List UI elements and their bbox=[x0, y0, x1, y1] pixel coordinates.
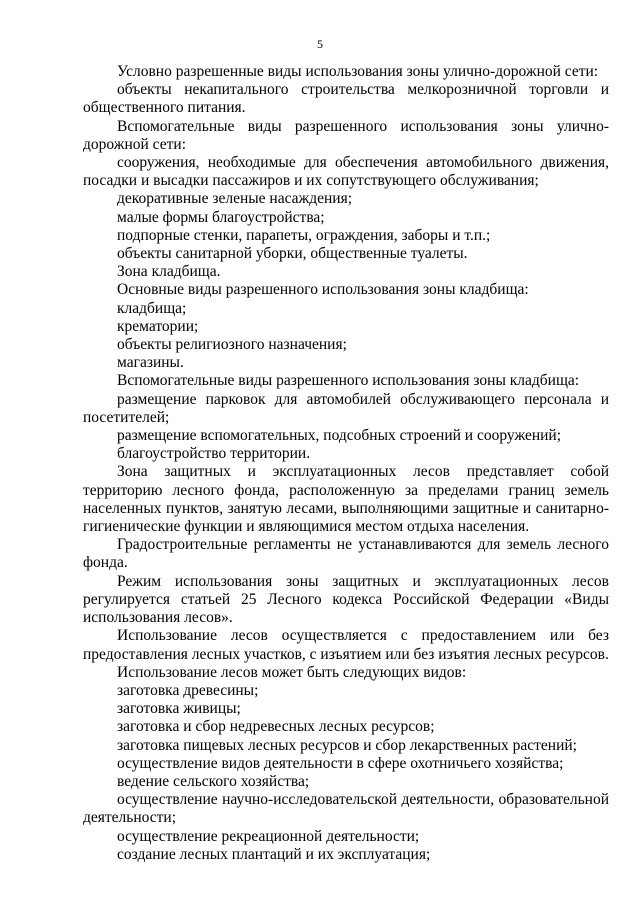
paragraph: Условно разрешенные виды использования зоны улично-дорожной сети: bbox=[117, 63, 599, 80]
paragraph: объекты религиозного назначения; bbox=[117, 336, 347, 354]
paragraph: Использование лесов осуществляется с предоставлением или без предоставления лесных участков, с изъятием или без изъятия лесных ресурсов. bbox=[83, 627, 609, 663]
paragraph: заготовка пищевых лесных ресурсов и сбор лекарственных растений; bbox=[117, 736, 577, 754]
paragraph: сооружения, необходимые для обеспечения автомобильного движения, посадки и высадки пассажиров и их сопутствующего обслуживания; bbox=[83, 154, 609, 190]
paragraph: Зона защитных и эксплуатационных лесов представляет собой территорию лесного фонда, расположенную за пределами границ земель населенных пунктов, занятую лесами, выполняющими защитные и санитарно-гигиенические функции и являющимися местом отдыха населения. bbox=[83, 463, 609, 536]
paragraph: подпорные стенки, парапеты, ограждения, заборы и т.п.; bbox=[117, 226, 491, 244]
paragraph: осуществление рекреационной деятельности; bbox=[117, 827, 420, 845]
paragraph: Градостроительные регламенты не устанавливаются для земель лесного фонда. bbox=[83, 536, 609, 572]
paragraph: размещение вспомогательных, подсобных строений и сооружений; bbox=[117, 427, 562, 445]
paragraph: осуществление научно-исследовательской деятельности, образовательной деятельности; bbox=[83, 791, 609, 827]
paragraph: осуществление видов деятельности в сфере охотничьего хозяйства; bbox=[117, 754, 564, 772]
paragraph: Вспомогательные виды разрешенного использования зоны улично-дорожной сети: bbox=[83, 117, 609, 153]
paragraph: размещение парковок для автомобилей обслуживающего персонала и посетителей; bbox=[83, 390, 609, 426]
paragraph: кладбища; bbox=[117, 299, 187, 317]
paragraph: Зона кладбища. bbox=[117, 263, 221, 281]
paragraph: создание лесных плантаций и их эксплуатация; bbox=[117, 845, 431, 863]
paragraph: объекты санитарной уборки, общественные туалеты. bbox=[117, 245, 468, 263]
paragraph: заготовка древесины; bbox=[117, 681, 259, 699]
paragraph: объекты некапитального строительства мелкорозничной торговли и общественного питания. bbox=[83, 81, 609, 117]
page-number: 5 bbox=[317, 37, 323, 51]
paragraph: магазины. bbox=[117, 354, 184, 372]
paragraph: благоустройство территории. bbox=[117, 445, 311, 463]
paragraph: Режим использования зоны защитных и эксплуатационных лесов регулируется статьей 25 Лесного кодекса Российской Федерации «Виды использования лесов». bbox=[83, 572, 609, 627]
paragraph: малые формы благоустройства; bbox=[117, 208, 325, 226]
paragraph: Вспомогательные виды разрешенного использования зоны кладбища: bbox=[117, 372, 580, 390]
paragraph: заготовка живицы; bbox=[117, 700, 241, 718]
paragraph: Использование лесов может быть следующих видов: bbox=[117, 663, 467, 681]
paragraph: декоративные зеленые насаждения; bbox=[117, 190, 353, 208]
paragraph: крематории; bbox=[117, 317, 199, 335]
document-body bbox=[83, 63, 609, 864]
paragraph: Основные виды разрешенного использования зоны кладбища: bbox=[117, 281, 529, 299]
paragraph: ведение сельского хозяйства; bbox=[117, 772, 310, 790]
paragraph: заготовка и сбор недревесных лесных ресурсов; bbox=[117, 718, 435, 736]
